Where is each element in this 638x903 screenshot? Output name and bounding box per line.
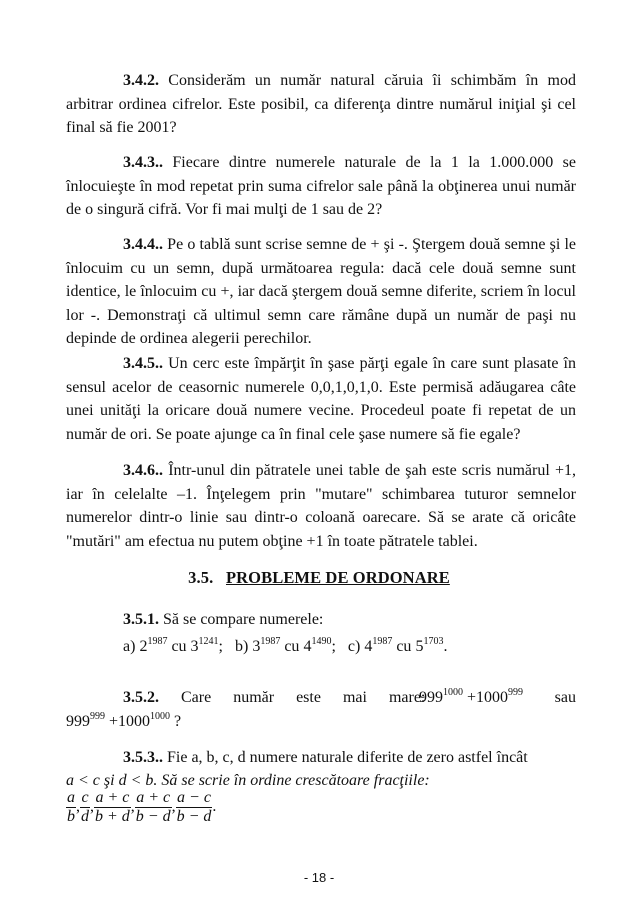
- power-base: 999: [66, 713, 90, 730]
- power-exponent: 999: [90, 711, 105, 722]
- problem-number: 3.4.6..: [123, 462, 163, 479]
- problem-number: 3.4.4..: [123, 236, 163, 253]
- connector: cu: [167, 638, 191, 655]
- problem-3-5-1-expressions: [123, 635, 447, 659]
- power-exponent: 999: [508, 687, 524, 698]
- numerator: a: [67, 789, 75, 806]
- power-base: 4: [364, 638, 373, 655]
- denominator: b − d: [135, 808, 171, 825]
- problem-3-4-4: [66, 233, 576, 351]
- problem-number: 3.4.3..: [123, 154, 163, 171]
- power-exponent: 1987: [147, 636, 168, 647]
- problem-number: 3.5.3..: [123, 749, 163, 766]
- problem-3-4-3: [66, 151, 576, 222]
- comma: ,: [130, 798, 135, 816]
- problem-number: 3.4.5..: [123, 355, 163, 372]
- page-number: - 18 -: [303, 870, 335, 885]
- denominator: b − d: [176, 808, 212, 825]
- item-label-b: b): [235, 638, 253, 655]
- problem-3-5-1: [123, 608, 323, 632]
- power-base: 1000: [118, 713, 151, 730]
- section-number: 3.5.: [188, 568, 214, 587]
- numerator: a + c: [136, 789, 171, 806]
- problem-text: Fiecare dintre numerele naturale de la 1 la 1.000.000 se înlocuieşte în mod repetat prin suma cifrelor sale până la obţinerea unui număr de o singură cifră. Vor fi mai mulţi de 1 sau de 2?: [66, 154, 576, 218]
- problem-number: 3.5.2.: [123, 689, 159, 706]
- problem-text: Fie a, b, c, d numere naturale diferite de zero astfel încât: [163, 749, 528, 766]
- comma: ,: [90, 798, 94, 816]
- numerator: c: [81, 789, 89, 806]
- denominator: b: [67, 808, 75, 825]
- power-exponent: 1703: [423, 636, 444, 647]
- power-base: 3: [252, 638, 261, 655]
- condition-text: a < c şi d < b. Să se scrie în ordine crescătoare fracţiile:: [66, 772, 430, 789]
- power-base: 999: [419, 689, 443, 706]
- denominator: b + d: [95, 808, 130, 825]
- power-base: 1000: [476, 689, 509, 706]
- numerator: a + c: [95, 789, 130, 806]
- plus-sign: +: [105, 713, 119, 730]
- plus-sign: +: [463, 689, 477, 706]
- problem-text: Să se compare numerele:: [159, 611, 324, 628]
- fraction: [135, 789, 172, 826]
- fraction: [94, 789, 131, 826]
- comma: ,: [171, 798, 176, 816]
- denominator: d: [81, 808, 89, 825]
- connector: cu: [392, 638, 416, 655]
- separator: ;: [218, 638, 227, 655]
- problem-number: 3.4.2.: [123, 72, 159, 89]
- fraction: [66, 789, 76, 826]
- problem-text: Într-unul din pătratele unei table de şah este scris numărul +1, iar în celelalte –1. Înţelegem prin "mutare" schimbarea tuturor semnelor numerelor dintr-o linie sau dintr-o coloană oarecare. Să se arate că oricâte "mutări" am efectua nu putem obţine +1 în toate pătratele tablei.: [66, 462, 576, 550]
- problem-3-5-2-expression-2: [66, 710, 181, 734]
- power-exponent: 1490: [311, 636, 332, 647]
- problem-number: 3.5.1.: [123, 611, 159, 628]
- fraction: [176, 789, 213, 826]
- power-exponent: 1987: [372, 636, 393, 647]
- terminator: .: [212, 798, 217, 816]
- connector: cu: [280, 638, 304, 655]
- problem-3-4-2: [66, 69, 576, 140]
- problem-3-5-3: [123, 746, 576, 770]
- problem-3-5-2: [123, 686, 576, 710]
- problem-text: Care număr este mai mare:: [159, 689, 426, 706]
- power-base: 4: [303, 638, 312, 655]
- power-exponent: 1987: [260, 636, 281, 647]
- problem-text: Un cerc este împărţit în şase părţi egale în care sunt plasate în sensul acelor de ceasornic numerele 0,0,1,0,1,0. Este permisă adăugarea câte unei unităţi la oricare două numere vecine. Procedeul poate fi repetat de un număr de ori. Se poate ajunge ca în final cele şase numere să fie egale?: [66, 355, 576, 443]
- problem-text: Pe o tablă sunt scrise semne de + şi -. Ştergem două semne şi le înlocuim cu un semn, după următoarea regula: dacă cele două semne sunt identice, le înlocuim cu +, iar dacă ştergem două semne diferite, scriem în locul lor -. Demonstraţi că ultimul semn care rămâne după un număr de paşi nu depinde de ordinea alegerii perechilor.: [66, 236, 576, 347]
- fraction-list: [66, 789, 216, 826]
- power-exponent: 1000: [443, 687, 463, 698]
- power-base: 3: [190, 638, 199, 655]
- item-label-c: c): [347, 638, 365, 655]
- expression-1: [419, 686, 523, 710]
- section-heading: [0, 566, 638, 590]
- comma: ,: [76, 798, 80, 816]
- or-word: sau: [554, 689, 576, 706]
- problem-text: Considerăm un număr natural căruia îi schimbăm în mod arbitrar ordinea cifrelor. Este posibil, ca diferenţa dintre numărul iniţial şi cel final să fie 2001?: [66, 72, 576, 136]
- question-mark: ?: [170, 713, 182, 730]
- power-exponent: 1241: [198, 636, 219, 647]
- numerator: a − c: [177, 789, 211, 806]
- power-base: 5: [415, 638, 424, 655]
- problem-3-4-6: [66, 459, 576, 553]
- item-label-a: a): [123, 638, 140, 655]
- terminator: .: [443, 638, 448, 655]
- power-base: 2: [139, 638, 148, 655]
- problem-3-4-5: [66, 352, 576, 446]
- power-exponent: 1000: [150, 711, 171, 722]
- fraction: [80, 789, 90, 826]
- section-title: PROBLEME DE ORDONARE: [225, 568, 450, 587]
- separator: ;: [331, 638, 340, 655]
